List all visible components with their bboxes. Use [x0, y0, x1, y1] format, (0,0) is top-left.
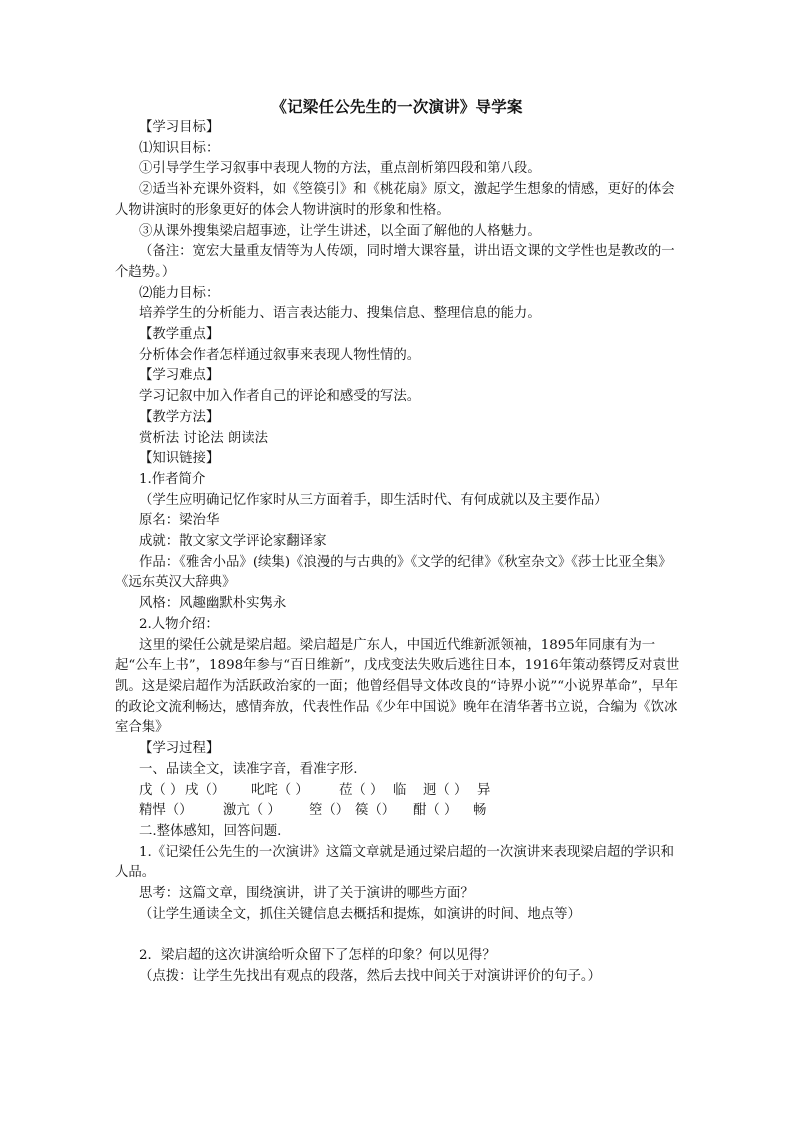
step-two-heading: 二.整体感知，回答问题. [139, 823, 282, 839]
character-pronunciation-grid [115, 781, 683, 822]
knowledge-goal-2: ②适当补充课外资料，如《箜篌引》和《桃花扇》原文，激起学生想象的情感，更好的体会人物讲演时的形象更好的体会人物讲演时的形象和性格。 [115, 182, 675, 218]
page-title: 《记梁任公先生的一次演讲》导学案 [271, 97, 523, 116]
question-2-hint: （点拨：让学生先找出有观点的段落，然后去找中间关于对演讲评价的句子。） [139, 968, 601, 984]
question-1: 1.《记梁任公先生的一次演讲》这篇文章就是通过梁启超的一次演讲来表现梁启超的学识和人品。 [115, 844, 675, 881]
knowledge-goal-1: ①引导学生学习叙事中表现人物的方法，重点剖析第四段和第八段。 [139, 161, 541, 177]
char-item: 异 [477, 782, 491, 798]
knowledge-goal-3: ③从课外搜集梁启超事迹，让学生讲述，以全面了解他的人格魅力。 [139, 223, 541, 239]
question-2: 2．梁启超的这次讲演给听众留下了怎样的印象？何以见得？ [139, 948, 496, 964]
ability-goal-text: 培养学生的分析能力、语言表达能力、搜集信息、整理信息的能力。 [139, 306, 541, 322]
section-heading-methods: 【教学方法】 [139, 409, 220, 425]
author-works: 作品：《雅舍小品》(续集)《浪漫的与古典的》《文学的纪律》《秋室杂文》《莎士比亚全集》《远东英汉大辞典》 [115, 554, 672, 591]
note-paragraph: （备注：宽宏大量重友情等为人传颂，同时增大课容量，讲出语文课的文学性也是教改的一个趋势。） [115, 244, 675, 280]
knowledge-goal-label: ⑴知识目标： [139, 140, 220, 156]
section-heading-objectives: 【学习目标】 [139, 120, 220, 135]
key-points-text: 分析体会作者怎样通过叙事来表现人物性情的。 [139, 347, 421, 363]
document-body [115, 118, 683, 988]
author-original-name: 原名：梁治华 [139, 513, 220, 529]
char-item: 酣（ ） [413, 803, 458, 819]
author-intro-hint: （学生应明确记忆作家时从三方面着手，即生活时代、有何成就以及主要作品） [139, 492, 608, 508]
char-item: 精悍（） [139, 803, 193, 819]
char-item: 畅 [473, 803, 487, 819]
step-one-heading: 一、品读全文，读准字音，看准字形. [139, 761, 358, 777]
char-item: 莅（ ） [339, 782, 384, 798]
figure-intro-text: 这里的梁任公就是梁启超。梁启超是广东人，中国近代维新派领袖，1895年同康有为一起“公车上书”，1898年参与“百日维新”，戊戌变法失败后逃往日本，1916年策动蔡锷反对袁世凯。这是梁启超作为活跃政治家的一面；他曾经倡导文体改良的“诗界小说”“小说界革命”，早年的政论文流利畅达，感情奔放，代表性作品《少年中国说》晚年在清华著书立说，合编为《饮冰室合集》 [115, 637, 680, 736]
difficulties-text: 学习记叙中加入作者自己的评论和感受的写法。 [139, 389, 421, 405]
author-intro-label: 1.作者简介 [139, 471, 206, 487]
blank-line [115, 925, 683, 946]
section-heading-knowledge-link: 【知识链接】 [139, 451, 220, 467]
char-item: 激亢（ ） [223, 803, 281, 819]
char-item: 临 [393, 782, 407, 798]
ability-goal-label: ⑵能力目标： [139, 285, 220, 301]
character-row-1 [139, 781, 683, 802]
question-1-think: 思考：这篇文章，围绕演讲，讲了关于演讲的哪些方面？ [139, 886, 474, 902]
section-heading-process: 【学习过程】 [139, 741, 220, 757]
character-row-2 [139, 801, 683, 822]
author-achievement: 成就：散文家文学评论家翻译家 [139, 534, 327, 550]
question-1-hint: （让学生通读全文，抓住关键信息去概括和提炼，如演讲的时间、地点等） [139, 906, 581, 922]
section-heading-key-points: 【教学重点】 [139, 327, 220, 343]
char-item: 叱咤（ ） [251, 782, 309, 798]
methods-text: 赏析法 讨论法 朗读法 [139, 430, 269, 446]
char-item: 戌（） [185, 782, 226, 798]
char-item: 篌（） [355, 803, 396, 819]
char-item: 戊（ ） [139, 782, 184, 798]
char-item: 箜（） [309, 803, 350, 819]
char-item: 迥（ ） [423, 782, 468, 798]
section-heading-difficulties: 【学习难点】 [139, 368, 220, 384]
figure-intro-label: 2.人物介绍： [139, 616, 219, 632]
author-style: 风格：风趣幽默朴实隽永 [139, 596, 287, 612]
